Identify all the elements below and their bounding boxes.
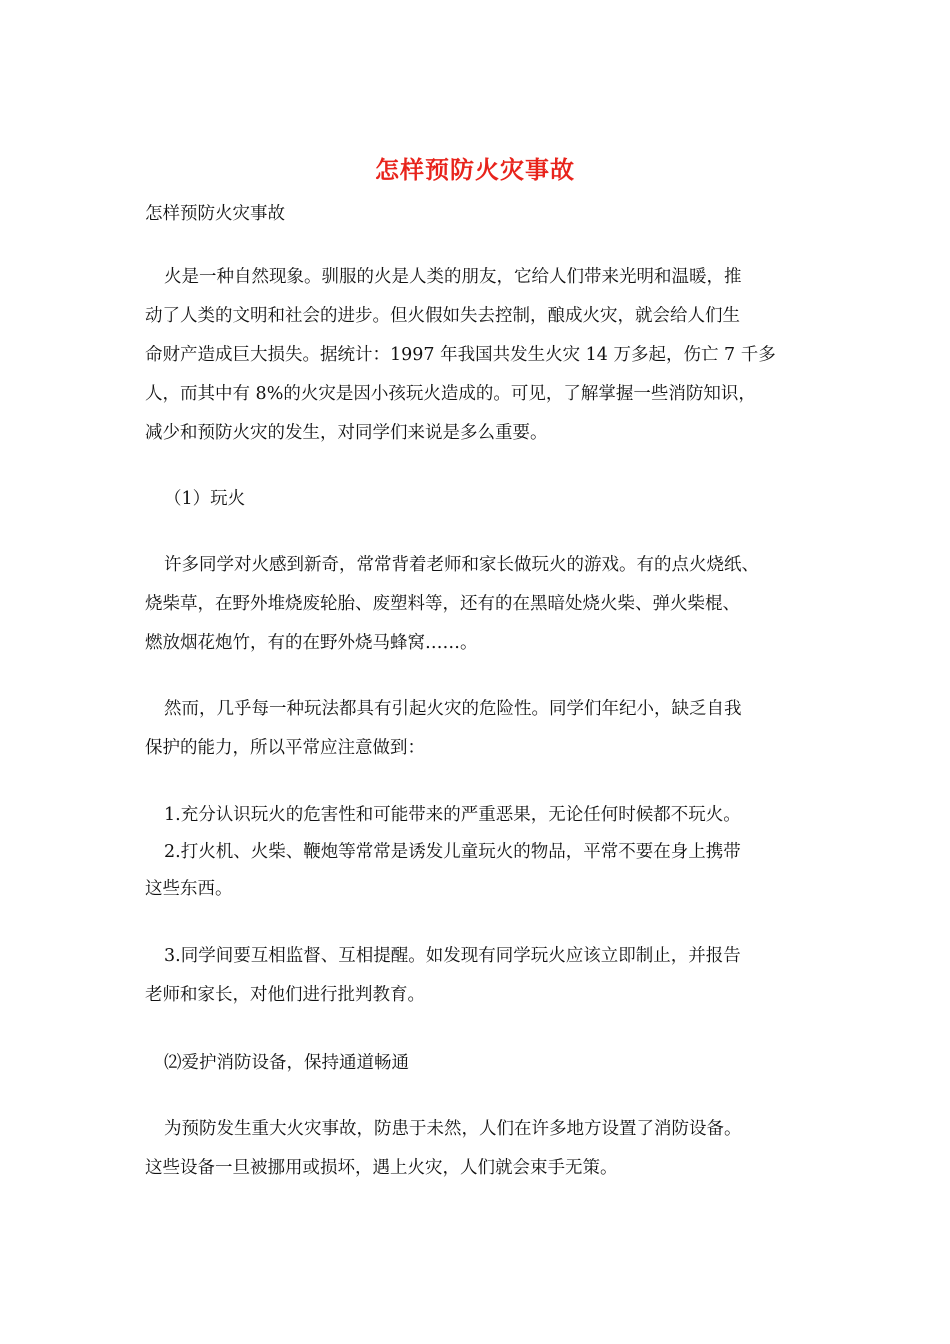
list-item: 3.同学间要互相监督、互相提醒。如发现有同学玩火应该立即制止，并报告 (164, 946, 741, 966)
text-line: 火是一种自然现象。驯服的火是人类的朋友，它给人们带来光明和温暖，推 (164, 267, 742, 287)
text-line: 这些设备一旦被挪用或损坏，遇上火灾，人们就会束手无策。 (145, 1158, 618, 1178)
play-fire-paragraph (145, 546, 815, 663)
text-line: 燃放烟花炮竹，有的在野外烧马蜂窝……。 (145, 633, 478, 653)
list-item: 这些东西。 (145, 879, 233, 899)
text-line: 许多同学对火感到新奇，常常背着老师和家长做玩火的游戏。有的点火烧纸、 (164, 555, 759, 575)
text-line: 为预防发生重大火灾事故，防患于未然，人们在许多地方设置了消防设备。 (164, 1119, 742, 1139)
text-line: 然而，几乎每一种玩法都具有引起火灾的危险性。同学们年纪小，缺乏自我 (164, 699, 742, 719)
danger-paragraph (145, 690, 815, 768)
intro-paragraph (145, 258, 815, 453)
section-heading-play-fire: （1）玩火 (164, 489, 246, 509)
text-line: 保护的能力，所以平常应注意做到： (145, 738, 425, 758)
document-title: 怎样预防火灾事故 (375, 155, 575, 184)
tips-list-2 (145, 937, 815, 1015)
list-item: 2.打火机、火柴、鞭炮等常常是诱发儿童玩火的物品，平常不要在身上携带 (164, 842, 741, 862)
text-line: 人，而其中有 8%的火灾是因小孩玩火造成的。可见，了解掌握一些消防知识， (145, 384, 756, 404)
document-subtitle: 怎样预防火灾事故 (145, 204, 285, 224)
text-line: 减少和预防火灾的发生，对同学们来说是多么重要。 (145, 423, 548, 443)
list-item: 老师和家长，对他们进行批判教育。 (145, 985, 425, 1005)
text-line: 动了人类的文明和社会的进步。但火假如失去控制，酿成火灾，就会给人们生 (145, 306, 740, 326)
text-line: 烧柴草，在野外堆烧废轮胎、废塑料等，还有的在黑暗处烧火柴、弹火柴棍、 (145, 594, 740, 614)
text-line: 命财产造成巨大损失。据统计：1997 年我国共发生火灾 14 万多起，伤亡 7 千多 (145, 345, 776, 365)
section-heading-fire-equipment: ⑵爱护消防设备，保持通道畅通 (164, 1053, 409, 1073)
list-item: 1.充分认识玩火的危害性和可能带来的严重恶果，无论任何时候都不玩火。 (164, 805, 741, 825)
tips-list-1 (145, 797, 815, 908)
equipment-paragraph (145, 1110, 815, 1188)
